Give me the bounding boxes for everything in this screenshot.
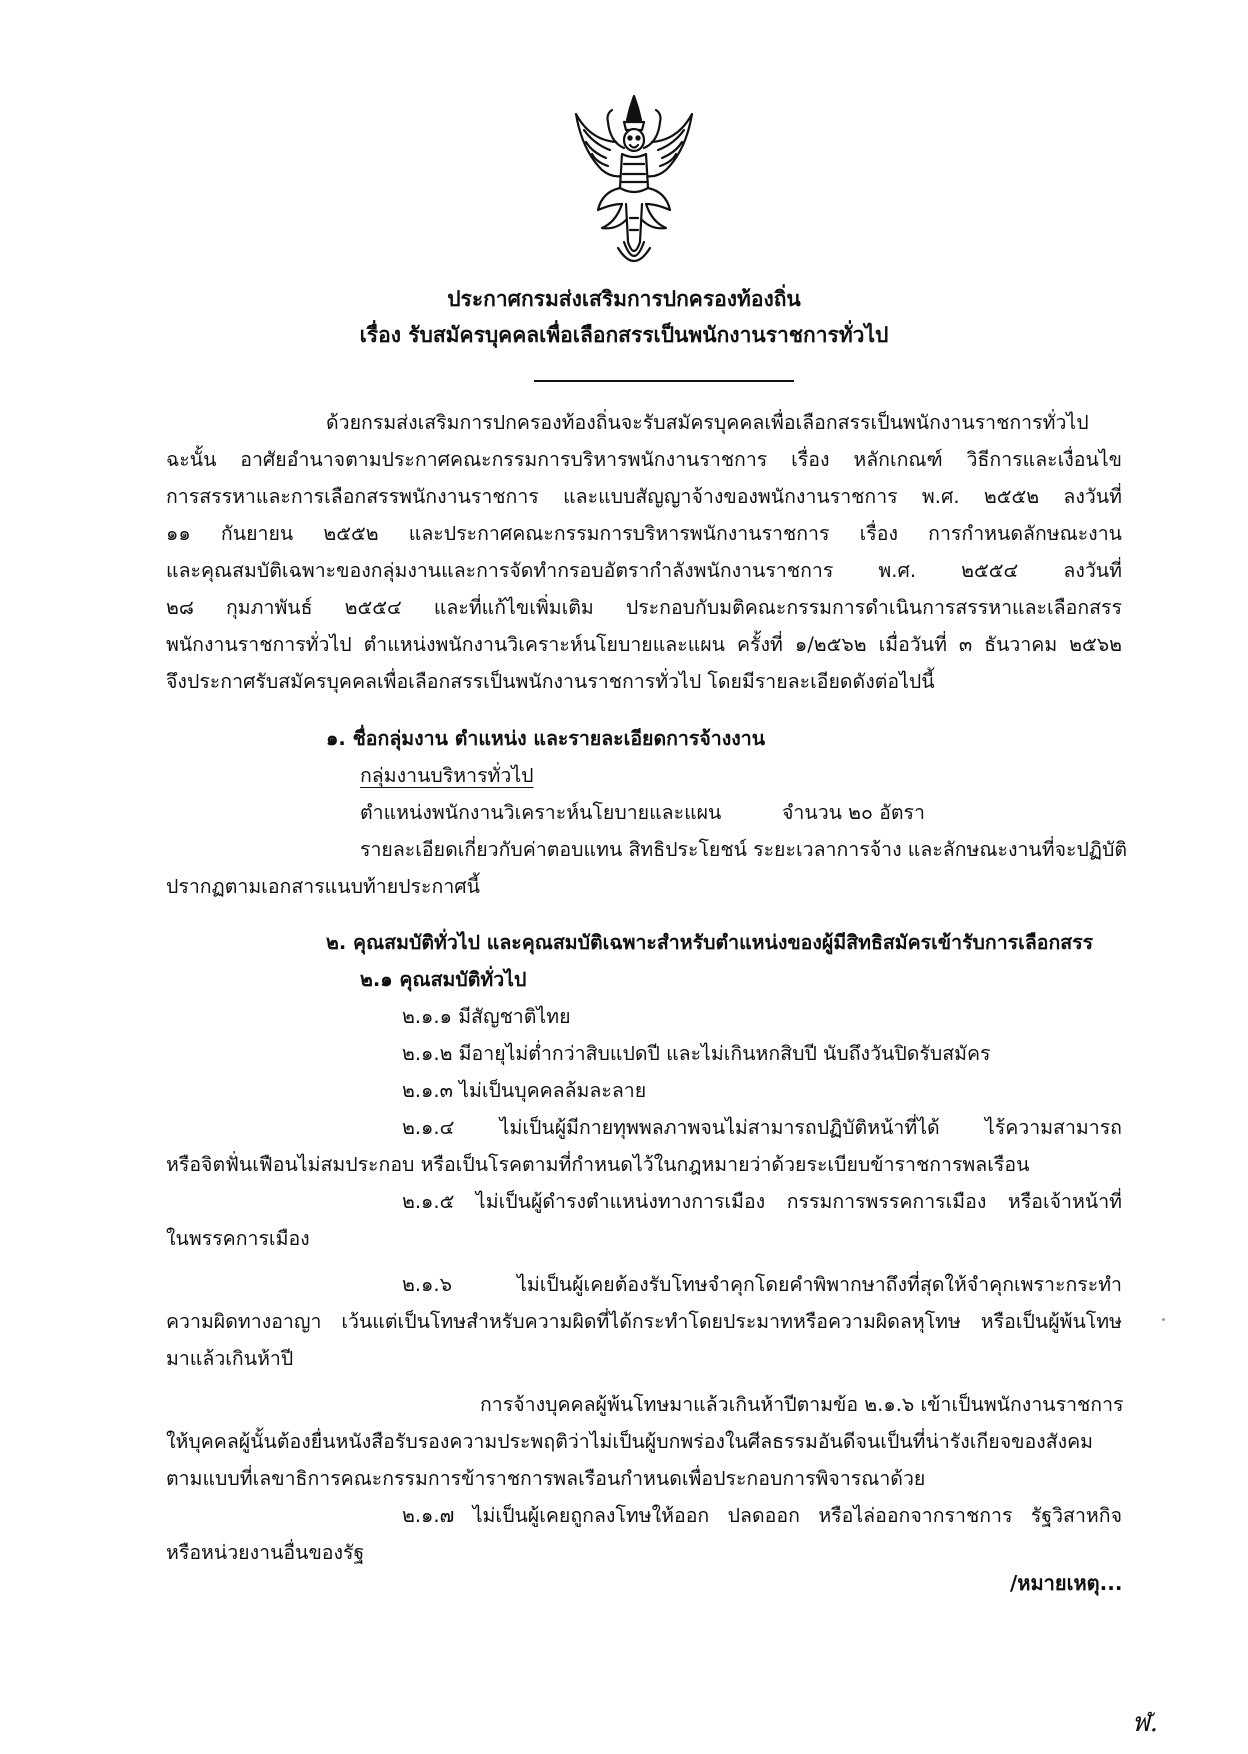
section-1-heading: ๑. ชื่อกลุ่มงาน ตำแหน่ง และรายละเอียดการจ้างงาน [326,727,766,750]
scan-speck [1162,1318,1165,1321]
intro-line-4: ๑๑ กันยายน ๒๕๕๒ และประกาศคณะกรรมการบริหารพนักงานราชการ เรื่อง การกำหนดลักษณะงาน [166,522,1122,545]
section-1-detail-line-1: รายละเอียดเกี่ยวกับค่าตอบแทน สิทธิประโยชน์ ระยะเวลาการจ้าง และลักษณะงานที่จะปฏิบัติ [360,838,1128,861]
title-divider [534,380,794,382]
note-line-1: การจ้างบุคคลผู้พ้นโทษมาแล้วเกินห้าปีตามข้อ ๒.๑.๖ เข้าเป็นพนักงานราชการ [480,1393,1124,1416]
announcement-title: ประกาศกรมส่งเสริมการปกครองท้องถิ่น [447,287,801,311]
intro-line-8: จึงประกาศรับสมัครบุคคลเพื่อเลือกสรรเป็นพนักงานราชการทั่วไป โดยมีรายละเอียดดังต่อไปนี้ [166,670,935,693]
qualification-2-1-6-line-2: ความผิดทางอาญา เว้นแต่เป็นโทษสำหรับความผิดที่ได้กระทำโดยประมาทหรือความผิดลหุโทษ หรือเป็นผู้พ้นโทษ [166,1310,1122,1333]
continued-marker: /หมายเหตุ... [1010,1571,1123,1595]
announcement-subject: เรื่อง รับสมัครบุคคลเพื่อเลือกสรรเป็นพนักงานราชการทั่วไป [359,323,889,347]
intro-line-7: พนักงานราชการทั่วไป ตำแหน่งพนักงานวิเคราะห์นโยบายและแผน ครั้งที่ ๑/๒๕๖๒ เมื่อวันที่ ๓ ธันวาคม ๒๕๖๒ [166,633,1122,656]
qualification-2-1-6-line-1: ๒.๑.๖ ไม่เป็นผู้เคยต้องรับโทษจำคุกโดยคำพิพากษาถึงที่สุดให้จำคุกเพราะกระทำ [402,1273,1122,1296]
position-count: จำนวน ๒๐ อัตรา [782,801,925,824]
qualification-2-1-4-line-1: ๒.๑.๔ ไม่เป็นผู้มีกายทุพพลภาพจนไม่สามารถปฏิบัติหน้าที่ได้ ไร้ความสามารถ [402,1116,1122,1139]
note-line-3: ตามแบบที่เลขาธิการคณะกรรมการข้าราชการพลเรือนกำหนดเพื่อประกอบการพิจารณาด้วย [166,1467,926,1490]
qualification-2-1-3: ๒.๑.๓ ไม่เป็นบุคคลล้มละลาย [402,1079,647,1102]
intro-line-1: ด้วยกรมส่งเสริมการปกครองท้องถิ่นจะรับสมัครบุคคลเพื่อเลือกสรรเป็นพนักงานราชการทั่วไป [326,411,1089,434]
position-name: ตำแหน่งพนักงานวิเคราะห์นโยบายและแผน [360,801,722,824]
qualification-2-1-2: ๒.๑.๒ มีอายุไม่ต่ำกว่าสิบแปดปี และไม่เกินหกสิบปี นับถึงวันปิดรับสมัคร [402,1042,991,1065]
qualification-2-1-4-line-2: หรือจิตฟั่นเฟือนไม่สมประกอบ หรือเป็นโรคตามที่กำหนดไว้ในกฎหมายว่าด้วยระเบียบข้าราชการพลเรือน [166,1153,1030,1176]
section-2-heading: ๒. คุณสมบัติทั่วไป และคุณสมบัติเฉพาะสำหรับตำแหน่งของผู้มีสิทธิสมัครเข้ารับการเลือกสรร [326,931,1094,954]
note-line-2: ให้บุคคลผู้นั้นต้องยื่นหนังสือรับรองความประพฤติว่าไม่เป็นผู้บกพร่องในศีลธรรมอันดีจนเป็นที่น่ารังเกียจของสังคม [166,1430,1094,1453]
intro-line-3: การสรรหาและการเลือกสรรพนักงานราชการ และแบบสัญญาจ้างของพนักงานราชการ พ.ศ. ๒๕๕๒ ลงวันที่ [166,485,1122,508]
work-group-name: กลุ่มงานบริหารทั่วไป [360,764,534,787]
qualification-2-1-7-line-1: ๒.๑.๗ ไม่เป็นผู้เคยถูกลงโทษให้ออก ปลดออก หรือไล่ออกจากราชการ รัฐวิสาหกิจ [402,1504,1122,1527]
section-2-1-heading: ๒.๑ คุณสมบัติทั่วไป [360,968,527,991]
qualification-2-1-5-line-2: ในพรรคการเมือง [166,1227,310,1250]
qualification-2-1-6-line-3: มาแล้วเกินห้าปี [166,1347,294,1370]
intro-line-5: และคุณสมบัติเฉพาะของกลุ่มงานและการจัดทำกรอบอัตรากำลังพนักงานราชการ พ.ศ. ๒๕๕๔ ลงวันที่ [166,559,1122,582]
qualification-2-1-7-line-2: หรือหน่วยงานอื่นของรัฐ [166,1541,365,1564]
page-mark: ฬ. [1132,1708,1159,1738]
garuda-emblem-icon [572,92,696,272]
intro-line-6: ๒๘ กุมภาพันธ์ ๒๕๕๔ และที่แก้ไขเพิ่มเติม ประกอบกับมติคณะกรรมการดำเนินการสรรหาและเลือกสรร [166,596,1122,619]
section-1-detail-line-2: ปรากฏตามเอกสารแนบท้ายประกาศนี้ [166,875,480,898]
qualification-2-1-1: ๒.๑.๑ มีสัญชาติไทย [402,1005,571,1028]
qualification-2-1-5-line-1: ๒.๑.๕ ไม่เป็นผู้ดำรงตำแหน่งทางการเมือง กรรมการพรรคการเมือง หรือเจ้าหน้าที่ [402,1190,1122,1213]
intro-line-2: ฉะนั้น อาศัยอำนาจตามประกาศคณะกรรมการบริหารพนักงานราชการ เรื่อง หลักเกณฑ์ วิธีการและเงื่อนไข [166,448,1122,471]
